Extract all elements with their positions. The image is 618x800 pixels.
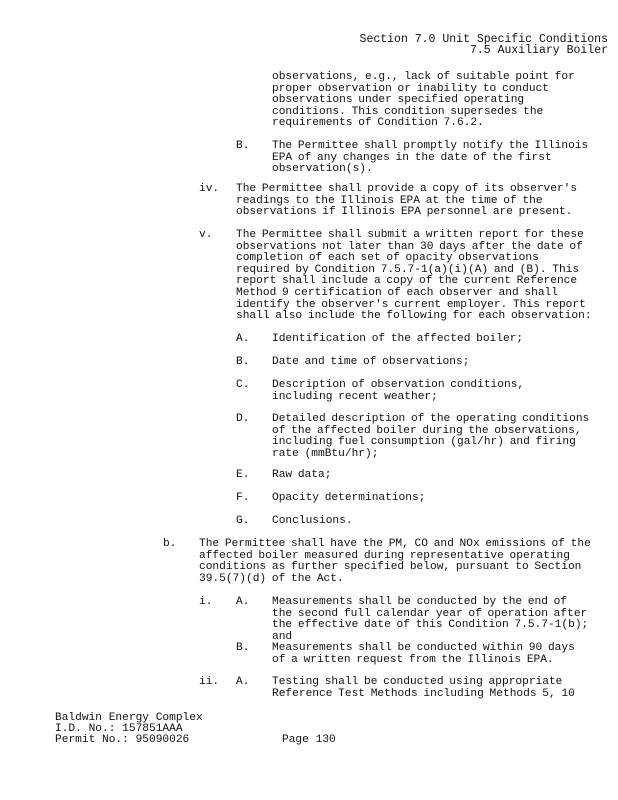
sub-item-label: B. <box>236 356 250 368</box>
footer-facility-name: Baldwin Energy Complex <box>55 712 203 724</box>
item-iv-text: The Permittee shall provide a copy of its observer's readings to the Illinois EPA at the time of the observations if Illinois EPA personnel are present. <box>236 183 578 219</box>
sub-item-text: Date and time of observations; <box>272 356 470 368</box>
continuation-paragraph: observations, e.g., lack of suitable point for proper observation or inability to conduct observations under specified operating conditions. This condition supersedes the requirements of Condition 7.6.2. <box>272 71 575 130</box>
sub-item-text: Identification of the affected boiler; <box>272 333 524 345</box>
sub-item-label: F. <box>236 492 250 504</box>
item-b-ii-label: ii. <box>199 676 220 688</box>
header-subsection-title: 7.5 Auxiliary Boiler <box>469 44 608 57</box>
item-b-text: The Permittee shall have the PM, CO and NOx emissions of the affected boiler measured during representative operating conditions as further specified below, pursuant to Section 39.5(7)(d) of the Act. <box>199 538 591 585</box>
item-b-i-a-label: A. <box>236 596 250 608</box>
item-b-i-b-label: B. <box>236 642 250 654</box>
item-b-label: b. <box>163 538 177 550</box>
sub-item-label: G. <box>236 515 250 527</box>
sub-item-text: Raw data; <box>272 469 332 481</box>
item-iv-label: iv. <box>199 183 220 195</box>
sub-item-label: A. <box>236 333 250 345</box>
item-v-label: v. <box>199 229 213 241</box>
item-b-i-a-text: Measurements shall be conducted by the end of the second full calendar year of operation after the effective date of this Condition 7.5.7-1(b); and <box>272 596 589 643</box>
item-b-i-b-text: Measurements shall be conducted within 90 days of a written request from the Illinois EPA. <box>272 642 575 666</box>
sub-item-text: Conclusions. <box>272 515 353 527</box>
sub-item-text: Description of observation conditions, including recent weather; <box>272 379 525 403</box>
item-b-notify-label: B. <box>236 140 250 152</box>
sub-item-label: E. <box>236 469 250 481</box>
header-section-title: Section 7.0 Unit Specific Conditions <box>359 33 608 46</box>
item-v-text: The Permittee shall submit a written report for these observations not later than 30 days after the date of completion of each set of opacity observations required by Condition 7.5.7-1(a)(i)(A) and (B). This report shall include a copy of the current Reference Method 9 certification of each observer and shall identify the observer's current employer. This report shall also include the following for each observation: <box>236 229 592 323</box>
sub-item-label: C. <box>236 379 250 391</box>
footer-page-number: Page 130 <box>282 734 336 746</box>
item-b-ii-a-label: A. <box>236 676 250 688</box>
footer-id-number: I.D. No.: 157851AAA <box>55 723 183 735</box>
footer-permit-number: Permit No.: 95090026 <box>55 734 190 746</box>
sub-item-text: Opacity determinations; <box>272 492 426 504</box>
sub-item-text: Detailed description of the operating conditions of the affected boiler during the observations, including fuel consumption (gal/hr) and firing rate (mmBtu/hr); <box>272 413 590 460</box>
item-b-ii-a-text: Testing shall be conducted using appropriate Reference Test Methods including Methods 5, 10 <box>272 676 575 700</box>
sub-item-label: D. <box>236 413 250 425</box>
item-b-notify-text: The Permittee shall promptly notify the Illinois EPA of any changes in the date of the first observation(s). <box>272 140 589 176</box>
item-b-i-label: i. <box>199 596 213 608</box>
